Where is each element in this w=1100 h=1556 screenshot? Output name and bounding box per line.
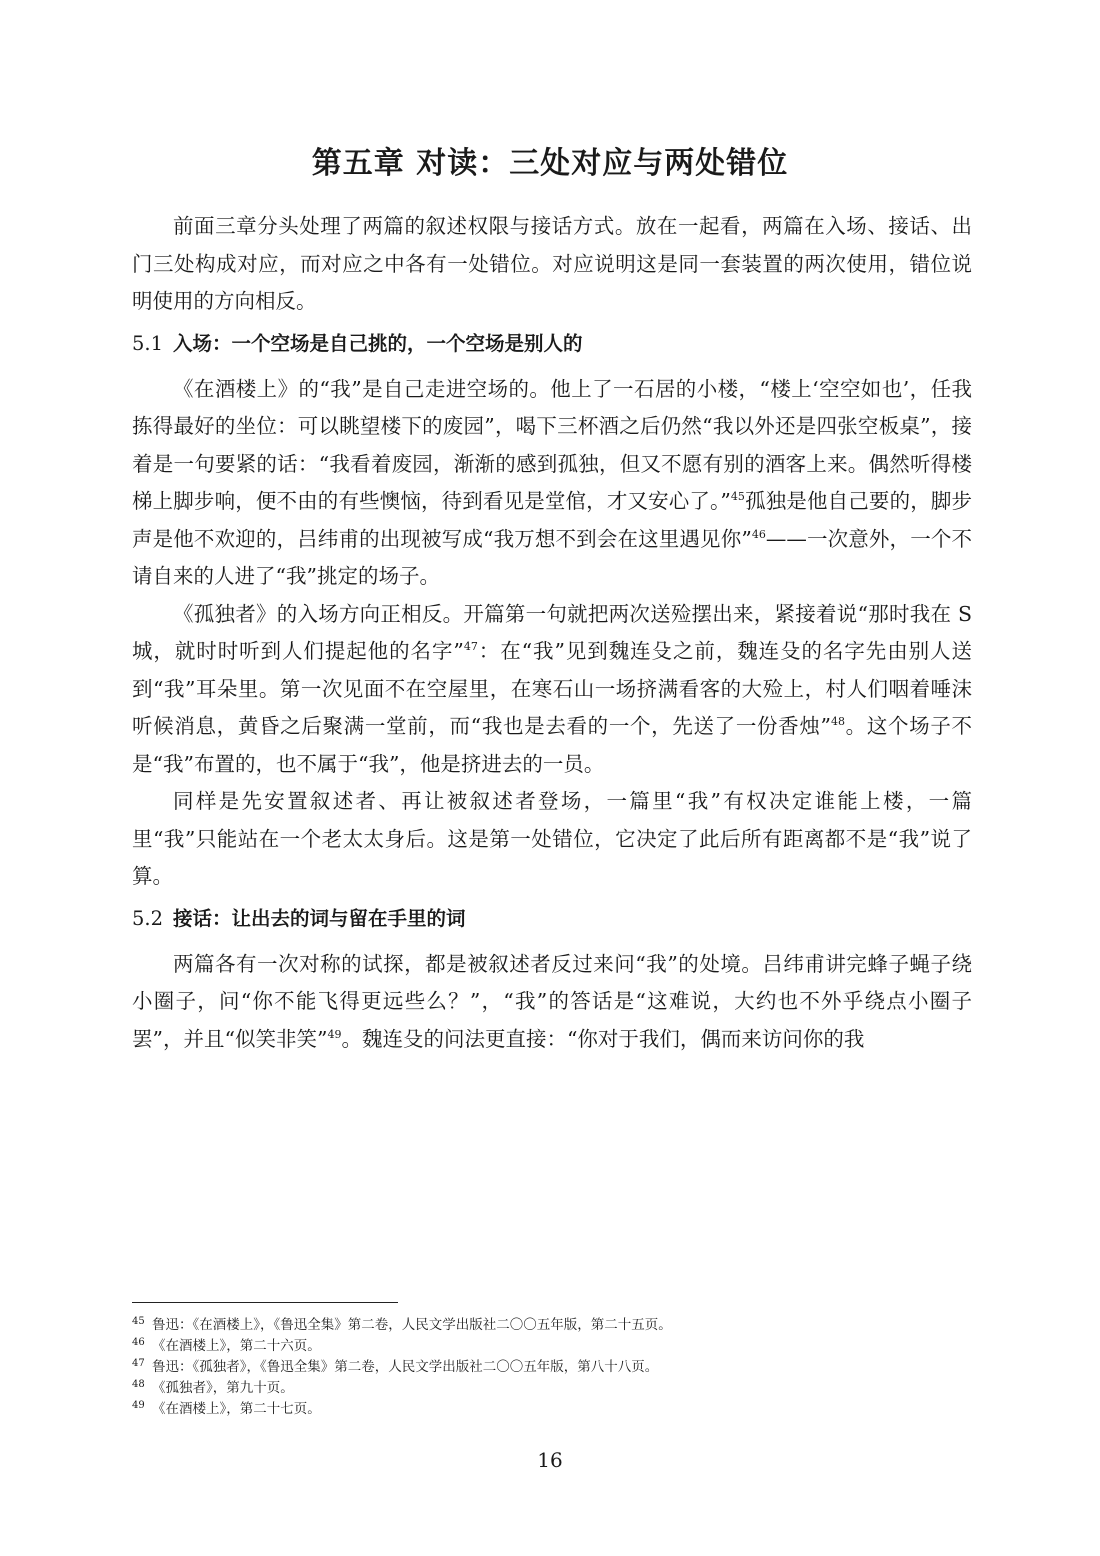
intro-paragraph: 前面三章分头处理了两篇的叙述权限与接话方式。放在一起看，两篇在入场、接话、出门三处构成对应，而对应之中各有一处错位。对应说明这是同一套装置的两次使用，错位说明使用的方向相反。: [132, 214, 972, 313]
footnote-divider: [132, 1302, 398, 1303]
section-heading-5-2: [132, 902, 972, 936]
section-number: 5.1: [132, 331, 164, 355]
page-number: 16: [537, 1448, 563, 1472]
text-run: 两篇各有一次对称的试探，都是被叙述者反过来问“我”的处境。吕纬甫讲完蜂子蝇子绕小圈子，问“你不能飞得更远些么？”，“我”的答话是“这难说，大约也不外乎绕点小圈子罢”，并且“似笑非笑”: [132, 951, 972, 1051]
text-run: 孤独是他自己要的，脚步声是他不欢迎的，吕纬甫的出现被写成“我万想不到会在这里遇见你”: [132, 489, 973, 551]
text-run: 《孤独者》的入场方向正相反。开篇第一句就把两次送殓摆出来，紧接着说“那时我在 S 城，就时时听到人们提起他的名字”: [132, 601, 972, 663]
section-title: 接话：让出去的词与留在手里的词: [173, 906, 466, 930]
footnote-text: 鲁迅：《在酒楼上》，《鲁迅全集》第二卷，人民文学出版社二〇〇五年版，第二十五页。: [152, 1317, 672, 1333]
footnote-ref[interactable]: 47: [463, 640, 478, 654]
footnote-text: 鲁迅：《孤独者》，《鲁迅全集》第二卷，人民文学出版社二〇〇五年版，第八十八页。: [152, 1359, 659, 1375]
footnote-ref[interactable]: 49: [327, 1027, 342, 1041]
paragraph: [132, 371, 972, 596]
footnote: 45 鲁迅：《在酒楼上》，《鲁迅全集》第二卷，人民文学出版社二〇〇五年版，第二十五页。: [132, 1315, 672, 1333]
paragraph: [132, 596, 972, 784]
footnote: 48 《孤独者》，第九十页。: [132, 1378, 294, 1396]
text-run: ——一次意外，一个不请自来的人进了“我”挑定的场子。: [132, 526, 972, 588]
section-number: 5.2: [132, 906, 164, 930]
footnotes: [132, 1315, 972, 1420]
text-run: ：在“我”见到魏连殳之前，魏连殳的名字先由别人送到“我”耳朵里。第一次见面不在空屋里，在寒石山一场挤满看客的大殓上，村人们咽着唾沫听候消息，黄昏之后聚满一堂前，而“我也是去看的一个，先送了一份香烛”: [132, 639, 972, 738]
text-run: 。魏连殳的问法更直接：“你对于我们，偶而来访问你的我: [341, 1026, 865, 1051]
body-text: [132, 208, 972, 1058]
footnote: 47 鲁迅：《孤独者》，《鲁迅全集》第二卷，人民文学出版社二〇〇五年版，第八十八页。: [132, 1357, 659, 1375]
footnote: 46 《在酒楼上》，第二十六页。: [132, 1336, 321, 1354]
footnote: 49 《在酒楼上》，第二十七页。: [132, 1399, 321, 1417]
section-heading-5-1: [132, 327, 972, 361]
footnote-text: 《在酒楼上》，第二十六页。: [152, 1338, 321, 1354]
paragraph: [132, 946, 972, 1059]
section-title: 入场：一个空场是自己挑的，一个空场是别人的: [173, 331, 583, 355]
footnote-text: 《在酒楼上》，第二十七页。: [152, 1401, 321, 1417]
chapter-title: 第五章 对读：三处对应与两处错位: [311, 146, 789, 181]
footnote-ref[interactable]: 48: [831, 715, 845, 729]
paragraph: 同样是先安置叙述者、再让被叙述者登场，一篇里“我”有权决定谁能上楼，一篇里“我”只能站在一个老太太身后。这是第一处错位，它决定了此后所有距离都不是“我”说了算。: [132, 789, 972, 888]
footnote-ref[interactable]: 46: [751, 527, 766, 541]
footnote-ref[interactable]: 45: [730, 490, 745, 504]
text-run: 《在酒楼上》的“我”是自己走进空场的。他上了一石居的小楼，“楼上‘空空如也’，任我拣得最好的坐位：可以眺望楼下的废园”，喝下三杯酒之后仍然“我以外还是四张空板桌”，接着是一句要紧的话：“我看着废园，渐渐的感到孤独，但又不愿有别的酒客上来。偶然听得楼梯上脚步响，便不由的有些懊恼，待到看见是堂倌，才又安心了。”: [132, 376, 972, 513]
footnote-text: 《孤独者》，第九十页。: [152, 1380, 294, 1396]
text-run: 。这个场子不是“我”布置的，也不属于“我”，他是挤进去的一员。: [132, 714, 973, 776]
